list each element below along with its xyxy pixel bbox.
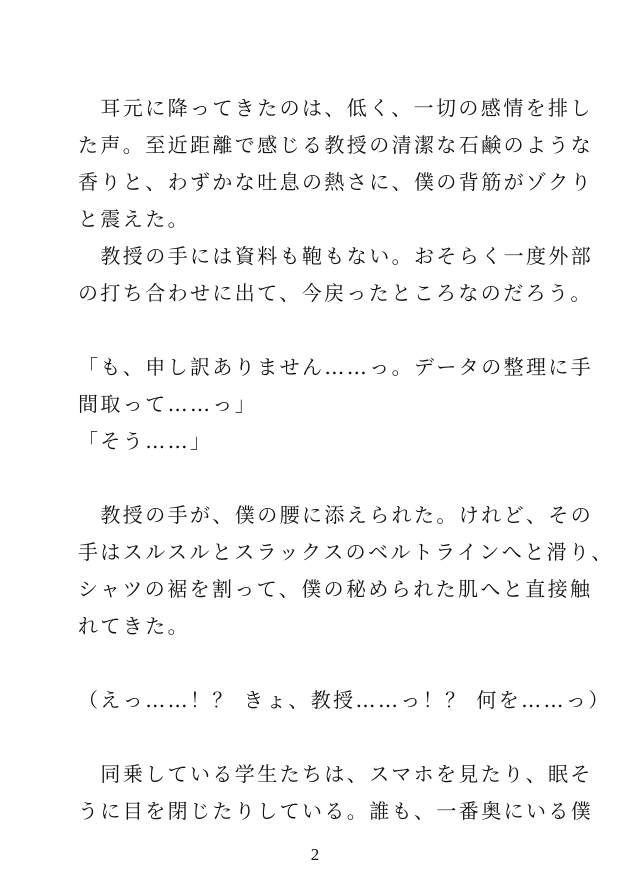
text-line: た声。至近距離で感じる教授の清潔な石鹸のような [78,133,594,157]
text-line: 同乗している学生たちは、スマホを見たり、眠そ [78,762,593,786]
text-line: 教授の手には資料も鞄もない。おそらく一度外部 [78,244,594,268]
blank-line [78,460,578,497]
text-line: うに目を閉じたりしている。誰も、一番奥にいる僕 [78,799,594,823]
text-line: 「も、申し訳ありません……っ。データの整理に手 [78,355,594,379]
text-line: 「そう……」 [78,429,213,453]
text-line: 香りと、わずかな吐息の熱さに、僕の背筋がゾクり [78,170,593,194]
blank-line [78,312,578,349]
text-line: れてきた。 [78,614,190,638]
text-line: 教授の手が、僕の腰に添えられた。けれど、その [78,503,594,527]
text-line: （えっ……！？ きょ、教授……っ！？ 何を……っ） [78,688,611,712]
blank-line [78,719,578,756]
text-line: 間取って……っ」 [78,392,258,416]
text-line: シャツの裾を割って、僕の秘められた肌へと直接触 [78,577,593,601]
body-text [78,90,614,830]
text-line: と震えた。 [78,207,190,231]
text-line: 耳元に降ってきたのは、低く、一切の感情を排し [78,96,593,120]
page-number: 2 [310,845,320,864]
blank-line [78,645,578,682]
text-line: 手はスルスルとスラックスのベルトラインへと滑り、 [78,540,614,564]
text-line: の打ち合わせに出て、今戻ったところなのだろう。 [78,281,593,305]
